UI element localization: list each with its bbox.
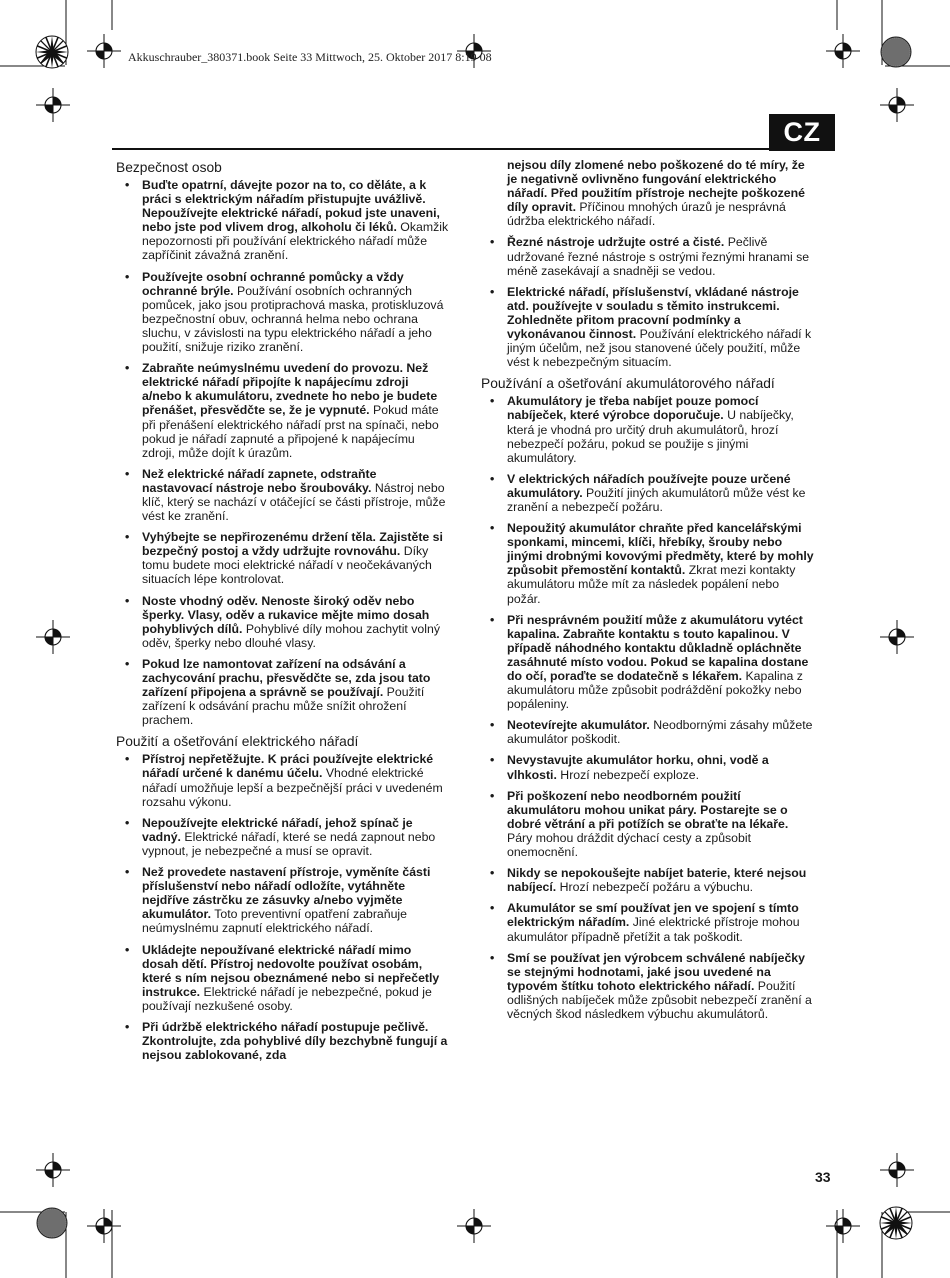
list-item: • Pokud lze namontovat zařízení na odsávání a zachycování prachu, přesvědčte se, zda jsou tato zařízení připojena a správně se používají. Použití zařízení k odsávání prachu může snížit ohrožení prachem. <box>116 657 450 727</box>
list-item: • Zabraňte neúmyslnému uvedení do provozu. Než elektrické nářadí připojíte k napájecímu zdroji a/nebo k akumulátoru, zvednete ho nebo je budete přenášet, přesvědčte se, že je vypnuté. Pokud máte při přenášení elektrického nářadí prst na spínači, nebo pokud je nářadí zapnuté a připojené k napájecímu zdroji, může dojít k úrazům. <box>116 361 450 460</box>
tool-use-list <box>116 752 450 1062</box>
left-column <box>116 158 450 1069</box>
list-item: • Nepoužívejte elektrické nářadí, jehož spínač je vadný. Elektrické nářadí, které se nedá zapnout nebo vypnout, je nebezpečné a musí se opravit. <box>116 816 450 858</box>
list-item: • Noste vhodný oděv. Nenoste široký oděv nebo šperky. Vlasy, oděv a rukavice mějte mimo dosah pohyblivých dílů. Pohyblivé díly mohou zachytit volný oděv, šperky nebo dlouhé vlasy. <box>116 594 450 650</box>
list-item: • Při poškození nebo neodborném použití akumulátoru mohou unikat páry. Postarejte se o dobré větrání a při potížích se obraťte na lékaře. Páry mohou dráždit dýchací cesty a způsobit onemocnění. <box>481 789 815 859</box>
list-item: • Akumulátory je třeba nabíjet pouze pomocí nabíječek, které výrobce doporučuje. U nabíječky, která je vhodná pro určitý druh akumulátorů, hrozí nebezpečí požáru, pokud se použije s jinými akumulátory. <box>481 394 815 464</box>
list-item: • Smí se používat jen výrobcem schválené nabíječky se stejnými hodnotami, jaké jsou uvedené na typovém štítku tohoto elektrického nářadí. Použití odlišných nabíječek může způsobit nebezpečí zranění a věcných škod následkem výbuchu akumulátorů. <box>481 951 815 1021</box>
personal-safety-list <box>116 178 450 727</box>
list-item: • Akumulátor se smí používat jen ve spojení s tímto elektrickým nářadím. Jiné elektrické přístroje mohou akumulátor případně přetížit a tak poškodit. <box>481 901 815 943</box>
list-item: • Než elektrické nářadí zapnete, odstraňte nastavovací nástroje nebo šroubováky. Nástroj nebo klíč, který se nachází v otáčející se části přístroje, může vést ke zranění. <box>116 467 450 523</box>
list-item: • Nepoužitý akumulátor chraňte před kancelářskými sponkami, mincemi, klíči, hřebíky, šrouby nebo jinými drobnými kovovými předměty, které by mohly způsobit přemostění kontaktů. Zkrat mezi kontakty akumulátoru může mít za následek popálení nebo požár. <box>481 521 815 606</box>
list-item-continuation: nejsou díly zlomené nebo poškozené do té míry, že je negativně ovlivněno fungování elektrického nářadí. Před použitím přístroje nechejte poškozené díly opravit. Příčinou mnohých úrazů je nesprávná údržba elektrického nářadí. <box>507 158 805 229</box>
list-item: • Při údržbě elektrického nářadí postupuje pečlivě. Zkontrolujte, zda pohyblivé díly bezchybně fungují a nejsou zablokované, zda <box>116 1020 450 1062</box>
section-title-battery-tool: Používání a ošetřování akumulátorového nářadí <box>481 376 775 392</box>
list-item: • Buďte opatrní, dávejte pozor na to, co děláte, a k práci s elektrickým nářadím přistupujte uvážlivě. Nepoužívejte elektrické nářadí, pokud jste unaveni, nebo jste pod vlivem drog, alkoholu či léků. Okamžik nepozornosti při používání elektrického nářadí může zapříčinit závažná zranění. <box>116 178 450 263</box>
language-tab: CZ <box>769 114 835 151</box>
list-item: • Přístroj nepřetěžujte. K práci používejte elektrické nářadí určené k danému účelu. Vhodné elektrické nářadí umožňuje lepší a bezpečnější práci v uvedeném rozsahu výkonu. <box>116 752 450 808</box>
section-title-personal-safety: Bezpečnost osob <box>116 160 222 175</box>
battery-tool-list <box>481 394 815 1021</box>
list-item: • Používejte osobní ochranné pomůcky a vždy ochranné brýle. Používání osobních ochranných pomůcek, jako jsou protiprachová maska, protiskluzová bezpečnostní obuv, ochranná helma nebo ochrana sluchu, v závislosti na typu elektrického nářadí a jeho použití, snižuje riziko zranění. <box>116 270 450 355</box>
list-item: • Ukládejte nepoužívané elektrické nářadí mimo dosah dětí. Přístroj nedovolte používat osobám, které s ním nejsou obeznámené nebo si nepřečetly instrukce. Elektrické nářadí je nebezpečné, pokud je používají nezkušené osoby. <box>116 943 450 1013</box>
section-title-tool-use: Použití a ošetřování elektrického nářadí <box>116 734 359 750</box>
list-item: • Než provedete nastavení přístroje, vyměníte části příslušenství nebo nářadí odložíte, vytáhněte nejdříve zástrčku ze zásuvky a/nebo vyjměte akumulátor. Toto preventivní opatření zabraňuje neúmyslnému zapnutí elektrického nářadí. <box>116 865 450 935</box>
list-item: • Vyhýbejte se nepřirozenému držení těla. Zajistěte si bezpečný postoj a vždy udržujte rovnováhu. Díky tomu budete moci elektrické nářadí v neočekávaných situacích lépe kontrolovat. <box>116 530 450 586</box>
list-item: • Nevystavujte akumulátor horku, ohni, vodě a vlhkosti. Hrozí nebezpečí exploze. <box>481 753 815 781</box>
list-item: • Při nesprávném použití může z akumulátoru vytéct kapalina. Zabraňte kontaktu s touto kapalinou. V případě náhodného kontaktu důkladně opláchněte zasáhnuté místo vodou. Pokud se kapalina dostane do očí, poraďte se dodatečně s lékařem. Kapalina z akumulátoru může způsobit podráždění pokožky nebo popáleniny. <box>481 613 815 712</box>
list-item: • Řezné nástroje udržujte ostré a čisté. Pečlivě udržované řezné nástroje s ostrými řeznými hranami se méně zasekávají a snadněji se vedou. <box>481 235 815 277</box>
page-number: 33 <box>815 1169 831 1185</box>
list-item: • V elektrických nářadích používejte pouze určené akumulátory. Použití jiných akumulátorů může vést ke zranění a nebezpečí požáru. <box>481 472 815 514</box>
top-rule <box>112 148 770 150</box>
list-item: • Nikdy se nepokoušejte nabíjet baterie, které nejsou nabíjecí. Hrozí nebezpečí požáru a výbuchu. <box>481 866 815 894</box>
list-item: • Elektrické nářadí, příslušenství, vkládané nástroje atd. používejte v souladu s těmito instrukcemi. Zohledněte přitom pracovní podmínky a vykonávanou činnost. Používání elektrického nářadí k jiným účelům, než jsou stanovené účely použití, může vést k nebezpečným situacím. <box>481 285 815 370</box>
list-item: • Neotevírejte akumulátor. Neodbornými zásahy můžete akumulátor poškodit. <box>481 718 815 746</box>
right-column <box>481 158 815 1028</box>
tool-use-list-continued <box>481 158 815 369</box>
print-header: Akkuschrauber_380371.book Seite 33 Mittwoch, 25. Oktober 2017 8:19 08 <box>128 50 492 64</box>
